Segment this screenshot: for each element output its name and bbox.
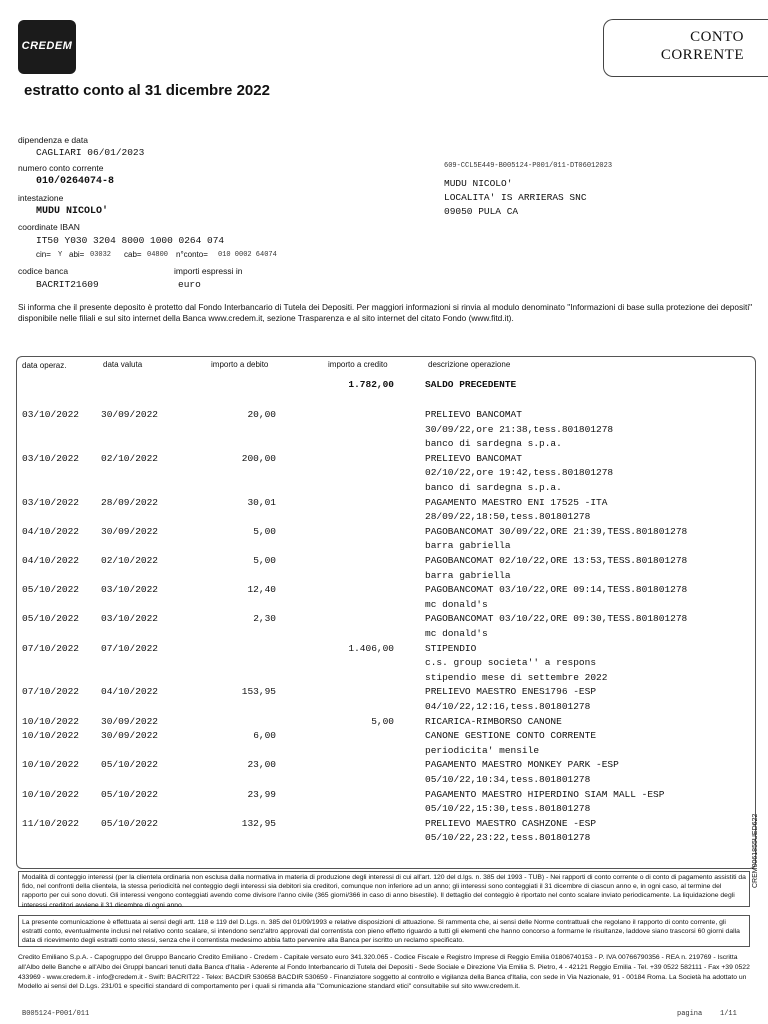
cin-value: Y xyxy=(58,251,63,259)
row-descrizione-line: PAGOBANCOMAT 03/10/22,ORE 09:14,TESS.801801278 xyxy=(425,584,688,596)
row-data-valuta: 05/10/2022 xyxy=(101,817,159,829)
row-data-valuta: 02/10/2022 xyxy=(101,555,159,566)
cab-value: 04800 xyxy=(147,251,169,259)
row-descrizione-line: 30/09/22,ore 21:38,tess.801801278 xyxy=(425,423,614,435)
nconto-label: n°conto= xyxy=(176,250,208,259)
row-descrizione-line: PAGAMENTO MAESTRO ENI 17525 -ITA xyxy=(425,496,608,508)
saldo-precedente-label: SALDO PRECEDENTE xyxy=(425,379,517,390)
row-descrizione-line: STIPENDIO xyxy=(425,642,477,654)
row-data-valuta: 28/09/2022 xyxy=(101,496,159,508)
saldo-precedente-value: 1.782,00 xyxy=(348,379,394,390)
header-data-valuta: data valuta xyxy=(103,360,143,369)
row-data-operaz: 10/10/2022 xyxy=(22,715,80,727)
abi-value: 03032 xyxy=(90,251,112,259)
iban-label: coordinate IBAN xyxy=(18,222,80,232)
row-descrizione-line: PAGOBANCOMAT 30/09/22,ORE 21:39,TESS.801801278 xyxy=(425,525,688,537)
row-descrizione-line: 02/10/22,ore 19:42,tess.801801278 xyxy=(425,467,614,479)
row-data-operaz: 05/10/2022 xyxy=(22,613,80,625)
numero-conto-value: 010/0264074-8 xyxy=(36,176,115,187)
row-data-valuta: 04/10/2022 xyxy=(101,686,159,698)
row-importo-debito: 12,40 xyxy=(247,584,276,596)
importi-value: euro xyxy=(178,279,201,290)
cin-label: cin= xyxy=(36,250,51,259)
row-data-valuta: 05/10/2022 xyxy=(101,759,159,771)
interest-notes-text: Modalità di conteggio interessi (per la clientela ordinaria non esclusa dalla normativa in materia di produzione degli interessi di cui all'art. 120 del d.lgs. n. 385 del 1993 - TUB) - Nei rapporti di conto corrente o di conto di pagamento assistiti da fido, nel confronti della clientela, la stessa periodicità nel conteggio degli interessi sia debitori sia creditori, comunque non inferiore ad un anno; gli interessi sono conteggiati il 31 dicembre di ciascun anno e, in ogni caso, al termine del rapporto per cui sono dovuti. Gli interessi vengono conteggiati avendo come divisore l'anno civile (365 giorni/366 in caso di anno bisestile). Il dettaglio del conteggio è riportato nel conto scalare inviato periodicamente. La liquidazione degli interessi creditori avviene il 31 dicembre di ogni anno. xyxy=(22,874,746,909)
row-data-operaz: 10/10/2022 xyxy=(22,759,80,771)
numero-conto-label: numero conto corrente xyxy=(18,163,104,173)
page-number: 1/11 xyxy=(720,1010,737,1018)
row-importo-debito: 2,30 xyxy=(253,613,276,625)
row-importo-debito: 5,00 xyxy=(253,525,276,537)
row-data-valuta: 30/09/2022 xyxy=(101,409,159,420)
nconto-value: 010 0002 64074 xyxy=(218,251,277,259)
header-data-operaz: data operaz. xyxy=(22,361,67,370)
interest-notes-box xyxy=(18,871,750,907)
row-descrizione-line: 28/09/22,18:50,tess.801801278 xyxy=(425,511,591,523)
row-importo-debito: 5,00 xyxy=(253,555,276,566)
row-descrizione-line: mc donald's xyxy=(425,598,488,610)
row-data-valuta: 07/10/2022 xyxy=(101,642,159,654)
row-descrizione-line: 05/10/22,23:22,tess.801801278 xyxy=(425,832,591,844)
row-data-operaz: 04/10/2022 xyxy=(22,555,80,566)
row-importo-debito: 153,95 xyxy=(241,686,276,698)
row-data-operaz: 05/10/2022 xyxy=(22,584,80,596)
row-descrizione-line: periodicita' mensile xyxy=(425,744,540,756)
row-data-valuta: 30/09/2022 xyxy=(101,525,159,537)
row-descrizione-line: PAGAMENTO MAESTRO HIPERDINO SIAM MALL -ESP xyxy=(425,788,665,800)
row-importo-debito: 23,99 xyxy=(247,788,276,800)
company-footer: Credito Emiliano S.p.A. - Capogruppo del Gruppo Bancario Credito Emiliano - Credem - Capitale versato euro 341.320.065 - Codice Fiscale e Registro Imprese di Reggio Emilia 01806740153 - P. IVA 00766790356 - REA n. 219769 - Iscritta all'Albo delle Banche e all'Albo dei Gruppi bancari tenuti dalla Banca d'Italia - Aderente al Fondo Interbancario di Tutela dei Depositi - Sede Sociale e Direzione Via Emilia S. Pietro, 4 - 42121 Reggio Emilia - Tel. +39 0522 582111 - Fax +39 0522 433969 - www.credem.it - info@credem.it - Swift: BACRIT22 - Telex: BACDIR 530658 BACDIR 530659 - Finanziatore soggetto al controllo e vigilanza della Banca d'Italia, con sede in Via Nazionale, 91 - 00184 Roma. La Società ha adottato un Modello ai sensi del D.Lgs. 231/01 e specifici standard di comportamento per i quali si rimanda alla "Comunicazione standard etici" consultabile sul sito www.credem.it. xyxy=(18,954,750,991)
row-importo-debito: 200,00 xyxy=(241,452,276,464)
info-paragraph: Si informa che il presente deposito è protetto dal Fondo Interbancario di Tutela dei Depositi. Per maggiori informazioni si rinvia al modulo denominato "Informazioni di base sulla protezione dei depositi" disponibile nelle filiali e sul sito internet della Banca www.credem.it, sezione Trasparenza e al sito internet del citato Fondo (www.fitd.it). xyxy=(18,302,753,323)
row-importo-credito: 5,00 xyxy=(371,715,394,727)
row-descrizione-line: 05/10/22,10:34,tess.801801278 xyxy=(425,774,591,785)
intestazione-label: intestazione xyxy=(18,193,64,203)
row-importo-debito: 132,95 xyxy=(241,817,276,829)
legal-notes-text: La presente comunicazione è effettuata ai sensi degli artt. 118 e 119 del D.Lgs. n. 385 del 01/09/1993 e relative disposizioni di attuazione. Si rammenta che, ai sensi delle Norme contrattuali che regolano il rapporto di conto corrente, gli estratti conto, eventualmente inclusi nel relativo conto scalare, si intendono senz'altro approvati dal correntista con pieno effetto riguardo a tutti gli elementi che hanno concorso a formarne le risultanze, laddove siano trascorsi 60 giorni dalla data di ricevimento degli estratti conto stessi, senza che il correntista medesimo abbia fatto pervenire alla Banca per iscritto un reclamo specificato. xyxy=(22,919,740,945)
iban-value: IT50 Y030 3204 8000 1000 0264 074 xyxy=(36,235,225,246)
row-importo-debito: 30,01 xyxy=(247,496,276,508)
doc-type-line1: CONTO xyxy=(690,29,744,45)
row-data-operaz: 07/10/2022 xyxy=(22,642,80,654)
row-descrizione-line: 04/10/22,12:16,tess.801801278 xyxy=(425,701,591,712)
row-descrizione-line: stipendio mese di settembre 2022 xyxy=(425,671,608,683)
codice-banca-label: codice banca xyxy=(18,266,69,276)
row-data-operaz: 03/10/2022 xyxy=(22,452,80,464)
dipendenza-label: dipendenza e data xyxy=(18,135,88,145)
row-data-valuta: 03/10/2022 xyxy=(101,613,159,625)
row-descrizione-line: PRELIEVO BANCOMAT xyxy=(425,409,522,420)
row-data-valuta: 03/10/2022 xyxy=(101,584,159,596)
row-data-operaz: 11/10/2022 xyxy=(22,817,80,829)
row-descrizione-line: barra gabriella xyxy=(425,569,511,581)
row-data-valuta: 02/10/2022 xyxy=(101,452,159,464)
row-descrizione-line: mc donald's xyxy=(425,628,488,639)
row-descrizione-line: PRELIEVO MAESTRO CASHZONE -ESP xyxy=(425,817,597,829)
row-descrizione-line: banco di sardegna s.p.a. xyxy=(425,482,562,493)
header-debito: importo a debito xyxy=(211,360,269,369)
row-descrizione-line: barra gabriella xyxy=(425,540,511,552)
address-line1: MUDU NICOLO' xyxy=(444,178,513,189)
row-data-valuta: 30/09/2022 xyxy=(101,730,159,742)
row-data-operaz: 10/10/2022 xyxy=(22,788,80,800)
page-title: estratto conto al 31 dicembre 2022 xyxy=(24,82,270,99)
header-credito: importo a credito xyxy=(328,360,388,369)
row-importo-debito: 23,00 xyxy=(247,759,276,771)
address-line3: 09050 PULA CA xyxy=(444,206,519,217)
logo-text: CREDEM xyxy=(21,40,73,52)
footer-left-code: B005124-P001/011 xyxy=(22,1010,90,1018)
row-descrizione-line: PAGAMENTO MAESTRO MONKEY PARK -ESP xyxy=(425,759,619,771)
credem-logo xyxy=(18,20,76,74)
row-descrizione-line: PAGOBANCOMAT 02/10/22,ORE 13:53,TESS.801801278 xyxy=(425,555,688,566)
row-data-operaz: 04/10/2022 xyxy=(22,525,80,537)
row-descrizione-line: banco di sardegna s.p.a. xyxy=(425,438,562,450)
row-descrizione-line: c.s. group societa'' a respons xyxy=(425,657,597,669)
codice-banca-value: BACRIT21609 xyxy=(36,279,99,290)
row-descrizione-line: RICARICA-RIMBORSO CANONE xyxy=(425,715,562,727)
cab-label: cab= xyxy=(124,250,142,259)
row-data-operaz: 03/10/2022 xyxy=(22,496,80,508)
row-data-valuta: 30/09/2022 xyxy=(101,715,159,727)
address-line2: LOCALITA' IS ARRIERAS SNC xyxy=(444,192,587,203)
importi-label: importi espressi in xyxy=(174,266,243,276)
row-data-operaz: 07/10/2022 xyxy=(22,686,80,698)
row-data-operaz: 03/10/2022 xyxy=(22,409,80,420)
header-descrizione: descrizione operazione xyxy=(428,360,511,369)
row-descrizione-line: PRELIEVO BANCOMAT xyxy=(425,452,522,464)
row-descrizione-line: 05/10/22,15:30,tess.801801278 xyxy=(425,803,591,815)
row-descrizione-line: PRELIEVO MAESTRO ENES1796 -ESP xyxy=(425,686,597,698)
page-label: pagina xyxy=(677,1010,703,1018)
row-data-valuta: 05/10/2022 xyxy=(101,788,159,800)
doc-type-line2: CORRENTE xyxy=(660,47,744,63)
row-importo-debito: 20,00 xyxy=(247,409,276,420)
row-descrizione-line: PAGOBANCOMAT 03/10/22,ORE 09:30,TESS.801801278 xyxy=(425,613,688,625)
row-data-operaz: 10/10/2022 xyxy=(22,730,80,742)
address-code: 609-CCL5E449-B005124-P001/011-DT06012023 xyxy=(444,162,613,170)
row-importo-credito: 1.406,00 xyxy=(348,642,394,654)
intestazione-value: MUDU NICOLO' xyxy=(36,206,109,217)
row-importo-debito: 6,00 xyxy=(253,730,276,742)
doc-type-box xyxy=(603,19,768,77)
side-code: CREM0061855UED622 xyxy=(752,813,759,888)
legal-notes-box xyxy=(18,915,750,947)
dipendenza-value: CAGLIARI 06/01/2023 xyxy=(36,147,145,158)
abi-label: abi= xyxy=(69,250,85,259)
row-descrizione-line: CANONE GESTIONE CONTO CORRENTE xyxy=(425,730,597,742)
